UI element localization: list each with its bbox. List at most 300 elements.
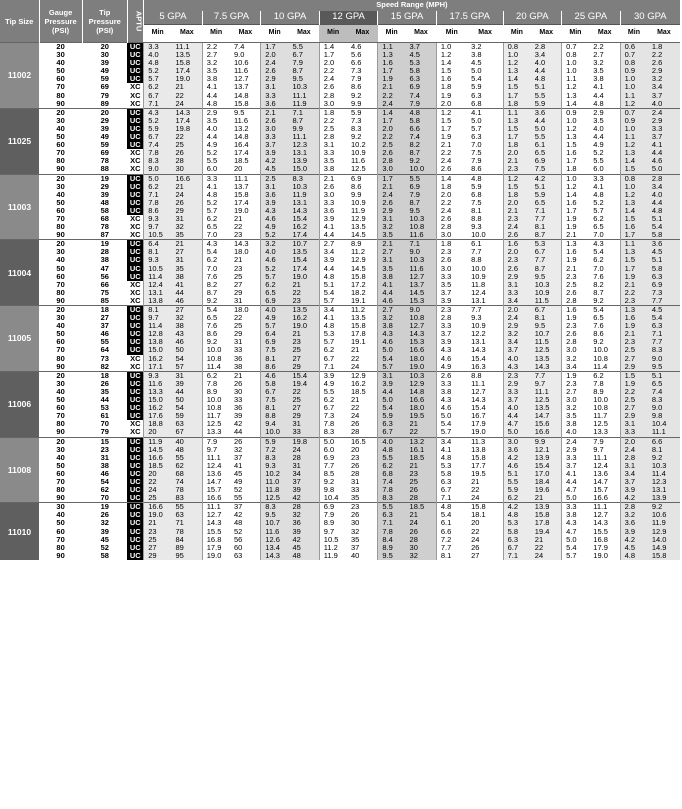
max-speed-cell: 12.7 — [589, 511, 620, 519]
min-speed-cell: 1.5 — [620, 256, 648, 264]
min-speed-cell: 6.3 — [503, 536, 531, 544]
max-speed-cell: 12.2 — [467, 330, 503, 338]
tip-pressure-cell: 37 — [100, 322, 109, 331]
max-speed-cell: 11.1 — [171, 43, 202, 52]
max-speed-cell: 12.7 — [406, 322, 437, 330]
max-speed-cell: 24 — [531, 552, 562, 560]
aptu-badge: UC — [127, 273, 143, 281]
max-speed-cell: 2.9 — [589, 108, 620, 117]
max-speed-cell: 13.2 — [230, 125, 261, 133]
min-speed-cell: 0.8 — [620, 59, 648, 67]
max-speed-cell: 5.8 — [648, 231, 680, 240]
min-speed-cell: 11.4 — [202, 363, 230, 372]
gauge-pressure-cell: 80 — [56, 91, 65, 100]
min-speed-cell: 5.5 — [202, 157, 230, 165]
gauge-pressure-cell: 20 — [39, 174, 82, 183]
speed-header: 7.5 GPA — [202, 11, 261, 25]
gauge-pressure-cell: 60 — [56, 338, 65, 347]
max-speed-cell: 5.1 — [531, 183, 562, 191]
gauge-pressure-cell: 60 — [56, 469, 65, 478]
max-speed-cell: 11.2 — [347, 306, 378, 315]
min-speed-cell: 2.6 — [261, 117, 289, 125]
min-speed-cell: 3.7 — [503, 346, 531, 354]
tip-pressure-cell: 62 — [100, 486, 109, 495]
max-speed-cell: 6.5 — [589, 223, 620, 231]
min-speed-cell: 2.6 — [261, 67, 289, 75]
tip-pressure-cell: 18 — [82, 371, 127, 380]
max-speed-cell: 9.2 — [648, 503, 680, 512]
max-speed-cell: 8.3 — [648, 396, 680, 404]
min-speed-cell: 5.0 — [503, 428, 531, 437]
max-speed-cell: 5.2 — [589, 149, 620, 157]
min-speed-cell: 17.9 — [202, 544, 230, 552]
tip-pressure-cell: 66 — [100, 280, 109, 289]
aptu-badge: UC — [127, 125, 143, 133]
min-speed-cell: 7.8 — [144, 199, 172, 207]
min-speed-cell: 16.6 — [144, 454, 172, 462]
min-speed-cell: 3.0 — [319, 191, 347, 199]
min-speed-cell: 2.3 — [436, 248, 467, 256]
max-speed-cell: 5.2 — [589, 199, 620, 207]
max-speed-cell: 23 — [406, 470, 437, 478]
max-speed-cell: 11.5 — [531, 338, 562, 346]
min-speed-cell: 1.8 — [503, 141, 531, 149]
min-speed-cell: 10.5 — [144, 231, 172, 240]
min-speed-cell: 2.0 — [503, 248, 531, 256]
max-speed-cell: 11.7 — [589, 412, 620, 420]
min-speed-cell: 3.2 — [503, 330, 531, 338]
max-speed-cell: 5.1 — [531, 83, 562, 91]
max-speed-cell: 11.1 — [589, 503, 620, 512]
min-speed-cell: 4.7 — [503, 420, 531, 428]
max-speed-cell: 11.4 — [648, 470, 680, 478]
min-speed-cell: 1.2 — [620, 100, 648, 109]
max-speed-cell: 13.1 — [289, 199, 320, 207]
tip-pressure-cell: 47 — [100, 264, 109, 273]
min-speed-cell: 5.0 — [319, 437, 347, 446]
max-speed-cell: 14.8 — [230, 133, 261, 141]
min-speed-cell: 8.3 — [144, 157, 172, 165]
min-speed-cell: 6.3 — [436, 478, 467, 486]
max-speed-cell: 78 — [171, 528, 202, 536]
max-speed-cell: 5.0 — [531, 125, 562, 133]
gauge-pressure-cell: 30 — [56, 51, 65, 60]
min-speed-cell: 3.8 — [202, 75, 230, 83]
min-speed-cell: 22 — [144, 478, 172, 486]
gauge-pressure-header: Gauge Pressure (PSI) — [39, 0, 82, 43]
max-speed-cell: 2.9 — [648, 117, 680, 125]
min-speed-cell: 2.6 — [319, 83, 347, 91]
aptu-badge: UC — [127, 519, 143, 527]
tip-pressure-cell: 78 — [100, 223, 109, 232]
min-speed-cell: 14.3 — [202, 519, 230, 527]
max-speed-cell: 25 — [289, 346, 320, 354]
max-speed-cell: 4.8 — [531, 75, 562, 83]
aptu-badge: UC — [127, 330, 143, 338]
gauge-pressure-cell: 30 — [56, 248, 65, 257]
max-speed-cell: 28 — [289, 503, 320, 512]
max-speed-cell: 11.6 — [347, 157, 378, 165]
min-speed-cell: 1.6 — [378, 59, 406, 67]
max-speed-cell: 6.3 — [406, 75, 437, 83]
min-speed-cell: 3.3 — [620, 428, 648, 437]
min-speed-cell: 3.5 — [436, 281, 467, 289]
max-speed-cell: 19.0 — [230, 207, 261, 215]
min-speed-cell: 3.9 — [319, 371, 347, 380]
max-speed-cell: 26 — [171, 149, 202, 157]
table-row — [0, 511, 680, 519]
max-speed-cell: 50 — [171, 346, 202, 354]
min-speed-cell: 3.9 — [436, 297, 467, 306]
table-row — [0, 256, 680, 264]
max-speed-cell: 10.8 — [589, 404, 620, 412]
min-speed-cell: 4.8 — [202, 191, 230, 199]
min-speed-cell: 0.6 — [620, 43, 648, 52]
min-speed-cell: 3.1 — [261, 183, 289, 191]
gauge-pressure-cell: 60 — [56, 404, 65, 413]
max-speed-cell: 20 — [347, 446, 378, 454]
max-speed-cell: 8.9 — [589, 388, 620, 396]
min-speed-cell: 2.5 — [378, 141, 406, 149]
min-speed-cell: 3.2 — [378, 314, 406, 322]
max-speed-cell: 10.3 — [406, 256, 437, 264]
gauge-pressure-cell: 80 — [56, 288, 65, 297]
max-speed-cell: 11.9 — [289, 191, 320, 199]
max-speed-cell: 38 — [171, 322, 202, 330]
min-speed-cell: 2.9 — [503, 322, 531, 330]
min-speed-cell: 2.1 — [562, 231, 590, 240]
min-speed-cell: 2.6 — [503, 231, 531, 240]
min-speed-cell: 8.1 — [144, 248, 172, 256]
min-speed-cell: 2.3 — [620, 297, 648, 306]
min-speed-cell: 4.8 — [319, 322, 347, 330]
max-speed-cell: 13.7 — [230, 183, 261, 191]
tip-pressure-cell: 44 — [100, 396, 109, 405]
max-speed-cell: 28 — [406, 494, 437, 503]
table-row — [0, 420, 680, 428]
max-speed-cell: 4.4 — [531, 67, 562, 75]
max-speed-cell: 23 — [347, 454, 378, 462]
max-speed-cell: 83 — [171, 494, 202, 503]
min-speed-cell: 8.4 — [378, 536, 406, 544]
min-speed-cell: 4.1 — [202, 83, 230, 91]
max-speed-cell: 10.3 — [289, 83, 320, 91]
max-speed-cell: 16.2 — [289, 223, 320, 231]
table-row — [0, 428, 680, 437]
max-speed-cell: 22 — [347, 355, 378, 363]
max-speed-cell: 23 — [230, 231, 261, 240]
min-speed-cell: 2.5 — [620, 396, 648, 404]
max-speed-cell: 26 — [406, 528, 437, 536]
min-speed-cell: 6.7 — [319, 404, 347, 412]
aptu-badge: UC — [127, 346, 143, 354]
min-speed-cell: 7.6 — [202, 322, 230, 330]
table-row — [0, 248, 680, 256]
max-speed-cell: 24 — [467, 494, 503, 503]
max-speed-cell: 7.9 — [289, 59, 320, 67]
tip-size-cell: 11002 — [0, 43, 39, 109]
min-speed-cell: 12.5 — [261, 494, 289, 503]
min-speed-cell: 7.1 — [436, 494, 467, 503]
max-speed-cell: 15.3 — [406, 297, 437, 306]
max-speed-cell: 13.9 — [531, 454, 562, 462]
max-speed-cell: 22 — [531, 544, 562, 552]
min-speed-cell: 2.6 — [378, 149, 406, 157]
aptu-badge: UC — [127, 108, 143, 117]
max-speed-cell: 9.5 — [230, 108, 261, 117]
min-speed-cell: 3.4 — [503, 338, 531, 346]
max-speed-cell: 5.5 — [406, 174, 437, 183]
min-speed-cell: 2.6 — [436, 256, 467, 264]
max-speed-cell: 7.1 — [648, 330, 680, 338]
min-speed-cell: 4.0 — [144, 51, 172, 59]
tip-pressure-cell: 59 — [100, 141, 109, 150]
min-speed-cell: 1.0 — [562, 174, 590, 183]
max-speed-cell: 4.8 — [406, 108, 437, 117]
min-speed-cell: 1.1 — [378, 43, 406, 52]
max-speed-cell: 7.5 — [467, 199, 503, 207]
min-speed-cell: 2.1 — [378, 240, 406, 249]
max-speed-cell: 12.3 — [648, 478, 680, 486]
max-speed-cell: 21 — [289, 281, 320, 289]
max-speed-cell: 10.9 — [467, 273, 503, 281]
min-speed-cell: 6.2 — [261, 281, 289, 289]
min-speed-cell: 5.0 — [144, 174, 172, 183]
max-speed-cell: 15.8 — [347, 273, 378, 281]
min-speed-cell: 4.1 — [562, 470, 590, 478]
aptu-badge: UC — [127, 462, 143, 470]
min-speed-cell: 3.2 — [261, 240, 289, 249]
aptu-badge: UC — [127, 446, 143, 454]
gauge-pressure-cell: 50 — [56, 461, 65, 470]
gauge-pressure-cell: 90 — [56, 428, 65, 437]
min-speed-cell: 1.0 — [620, 183, 648, 191]
max-speed-cell: 13.9 — [289, 157, 320, 165]
min-speed-cell: 5.7 — [378, 363, 406, 372]
max-speed-cell: 10.9 — [347, 199, 378, 207]
min-speed-cell: 4.3 — [378, 330, 406, 338]
max-speed-cell: 5.4 — [648, 223, 680, 231]
min-speed-cell: 8.3 — [261, 454, 289, 462]
max-speed-cell: 24 — [347, 412, 378, 420]
max-speed-cell: 5.8 — [406, 67, 437, 75]
min-speed-cell: 4.3 — [144, 108, 172, 117]
max-speed-cell: 4.6 — [347, 43, 378, 52]
min-speed-cell: 3.0 — [503, 437, 531, 446]
min-speed-cell: 5.2 — [144, 117, 172, 125]
min-speed-cell: 7.7 — [436, 544, 467, 552]
max-speed-cell: 8.2 — [406, 141, 437, 149]
max-speed-cell: 18.2 — [347, 289, 378, 297]
max-speed-cell: 8.6 — [347, 183, 378, 191]
max-speed-cell: 14.7 — [589, 478, 620, 486]
min-subheader: Min — [319, 25, 347, 43]
max-speed-cell: 10.9 — [347, 149, 378, 157]
table-row — [0, 314, 680, 322]
min-speed-cell: 2.2 — [378, 92, 406, 100]
min-speed-cell: 1.1 — [503, 108, 531, 117]
min-speed-cell: 2.1 — [562, 265, 590, 273]
max-speed-cell: 46 — [171, 338, 202, 346]
min-speed-cell: 1.2 — [436, 51, 467, 59]
max-speed-cell: 3.7 — [406, 43, 437, 52]
min-speed-cell: 2.4 — [319, 75, 347, 83]
min-speed-cell: 1.5 — [620, 371, 648, 380]
min-speed-cell: 9.8 — [319, 486, 347, 494]
max-speed-cell: 13.9 — [531, 503, 562, 512]
min-speed-cell: 1.9 — [620, 380, 648, 388]
min-speed-cell: 8.2 — [202, 281, 230, 289]
aptu-badge: UC — [127, 67, 143, 75]
aptu-badge: UC — [127, 470, 143, 478]
max-speed-cell: 32 — [289, 511, 320, 519]
gauge-pressure-cell: 20 — [39, 437, 82, 446]
min-speed-cell: 16.8 — [202, 536, 230, 544]
min-speed-cell: 1.2 — [503, 174, 531, 183]
aptu-badge: UC — [127, 133, 143, 141]
max-speed-cell: 13.1 — [467, 338, 503, 346]
min-speed-cell: 11.1 — [202, 454, 230, 462]
min-speed-cell: 12.4 — [202, 462, 230, 470]
tip-pressure-cell: 49 — [100, 67, 109, 76]
min-speed-cell: 9.2 — [202, 297, 230, 306]
max-speed-cell: 7.4 — [406, 92, 437, 100]
aptu-badge: UC — [127, 75, 143, 83]
min-speed-cell: 4.6 — [378, 297, 406, 306]
max-speed-cell: 7.3 — [347, 117, 378, 125]
min-speed-cell: 2.3 — [503, 165, 531, 174]
min-speed-cell: 4.1 — [436, 446, 467, 454]
max-speed-cell: 8.1 — [531, 223, 562, 231]
min-speed-cell: 3.3 — [319, 149, 347, 157]
max-speed-cell: 9.7 — [531, 380, 562, 388]
max-speed-cell: 45 — [230, 470, 261, 478]
max-speed-cell: 7.6 — [589, 322, 620, 330]
max-speed-cell: 10.8 — [406, 223, 437, 231]
tip-pressure-cell: 79 — [100, 91, 109, 100]
gauge-pressure-cell: 70 — [56, 149, 65, 158]
min-speed-cell: 3.7 — [562, 462, 590, 470]
max-speed-cell: 4.4 — [589, 133, 620, 141]
max-speed-cell: 1.8 — [648, 43, 680, 52]
min-speed-cell: 7.9 — [319, 511, 347, 519]
max-speed-cell: 12.4 — [467, 289, 503, 297]
max-speed-cell: 6.9 — [406, 183, 437, 191]
min-speed-cell: 2.8 — [319, 92, 347, 100]
max-speed-cell: 16.6 — [171, 174, 202, 183]
tip-pressure-cell: 89 — [100, 99, 109, 108]
max-speed-cell: 26 — [171, 199, 202, 207]
min-speed-cell: 0.7 — [562, 43, 590, 52]
min-speed-cell: 2.1 — [261, 108, 289, 117]
max-speed-cell: 12.3 — [289, 141, 320, 149]
gauge-pressure-cell: 90 — [56, 551, 65, 560]
max-speed-cell: 52 — [230, 528, 261, 536]
min-speed-cell: 3.5 — [378, 265, 406, 273]
max-speed-cell: 3.6 — [531, 108, 562, 117]
max-speed-cell: 11.6 — [230, 117, 261, 125]
max-speed-cell: 20 — [230, 165, 261, 174]
max-speed-cell: 13.6 — [589, 470, 620, 478]
min-speed-cell: 3.0 — [436, 231, 467, 240]
tip-size-cell: 11010 — [0, 503, 39, 560]
min-speed-cell: 10.8 — [202, 355, 230, 363]
min-speed-cell: 11.9 — [144, 437, 172, 446]
max-speed-cell: 9.0 — [406, 306, 437, 315]
tip-pressure-cell: 28 — [100, 248, 109, 257]
max-speed-cell: 13.5 — [171, 51, 202, 59]
max-speed-cell: 4.5 — [648, 248, 680, 256]
max-speed-cell: 21 — [531, 536, 562, 544]
min-speed-cell: 2.3 — [436, 306, 467, 315]
min-speed-cell: 1.9 — [378, 75, 406, 83]
aptu-badge: XC — [127, 83, 143, 91]
max-speed-cell: 19.5 — [467, 470, 503, 478]
gauge-pressure-cell: 40 — [56, 322, 65, 331]
max-speed-cell: 44 — [171, 289, 202, 297]
min-speed-cell: 15.0 — [144, 346, 172, 354]
max-speed-cell: 29 — [230, 330, 261, 338]
min-speed-cell: 2.6 — [319, 183, 347, 191]
min-speed-cell: 2.1 — [620, 281, 648, 289]
max-speed-cell: 25 — [230, 273, 261, 281]
min-speed-cell: 2.2 — [436, 199, 467, 207]
max-speed-cell: 8.3 — [648, 346, 680, 354]
speed-header: 10 GPA — [261, 11, 320, 25]
gauge-pressure-cell: 40 — [56, 453, 65, 462]
min-speed-cell: 1.1 — [620, 133, 648, 141]
min-speed-cell: 1.0 — [436, 43, 467, 52]
min-speed-cell: 1.3 — [562, 133, 590, 141]
min-speed-cell: 20 — [144, 470, 172, 478]
aptu-badge: UC — [127, 380, 143, 388]
aptu-badge: UC — [127, 503, 143, 512]
min-speed-cell: 6.9 — [319, 454, 347, 462]
max-speed-cell: 14.3 — [467, 346, 503, 354]
min-speed-cell: 3.4 — [319, 306, 347, 315]
min-speed-cell: 5.4 — [436, 420, 467, 428]
min-speed-cell: 7.8 — [319, 420, 347, 428]
max-speed-cell: 32 — [406, 552, 437, 560]
min-speed-cell: 9.5 — [261, 511, 289, 519]
min-speed-cell: 2.3 — [503, 215, 531, 223]
min-speed-cell: 3.6 — [319, 207, 347, 215]
aptu-badge: XC — [127, 363, 143, 372]
min-speed-cell: 1.5 — [503, 83, 531, 91]
gauge-pressure-cell: 50 — [56, 133, 65, 142]
aptu-badge: UC — [127, 248, 143, 256]
min-speed-cell: 2.2 — [319, 67, 347, 75]
max-speed-cell: 21 — [289, 330, 320, 338]
max-speed-cell: 7.7 — [467, 248, 503, 256]
max-speed-cell: 14.3 — [289, 207, 320, 215]
min-speed-cell: 2.0 — [503, 149, 531, 157]
max-speed-cell: 19.4 — [531, 528, 562, 536]
table-row — [0, 412, 680, 420]
max-speed-cell: 6.7 — [531, 306, 562, 315]
max-speed-cell: 7.4 — [230, 43, 261, 52]
max-speed-cell: 9.9 — [531, 437, 562, 446]
min-speed-cell: 2.4 — [378, 191, 406, 199]
min-speed-cell: 3.3 — [261, 92, 289, 100]
min-speed-cell: 3.9 — [620, 528, 648, 536]
min-speed-cell: 4.1 — [202, 183, 230, 191]
max-speed-cell: 15.4 — [289, 215, 320, 223]
min-speed-cell: 5.7 — [144, 75, 172, 83]
min-speed-cell: 1.8 — [436, 240, 467, 249]
min-speed-cell: 1.6 — [620, 314, 648, 322]
max-speed-cell: 10.0 — [406, 165, 437, 174]
